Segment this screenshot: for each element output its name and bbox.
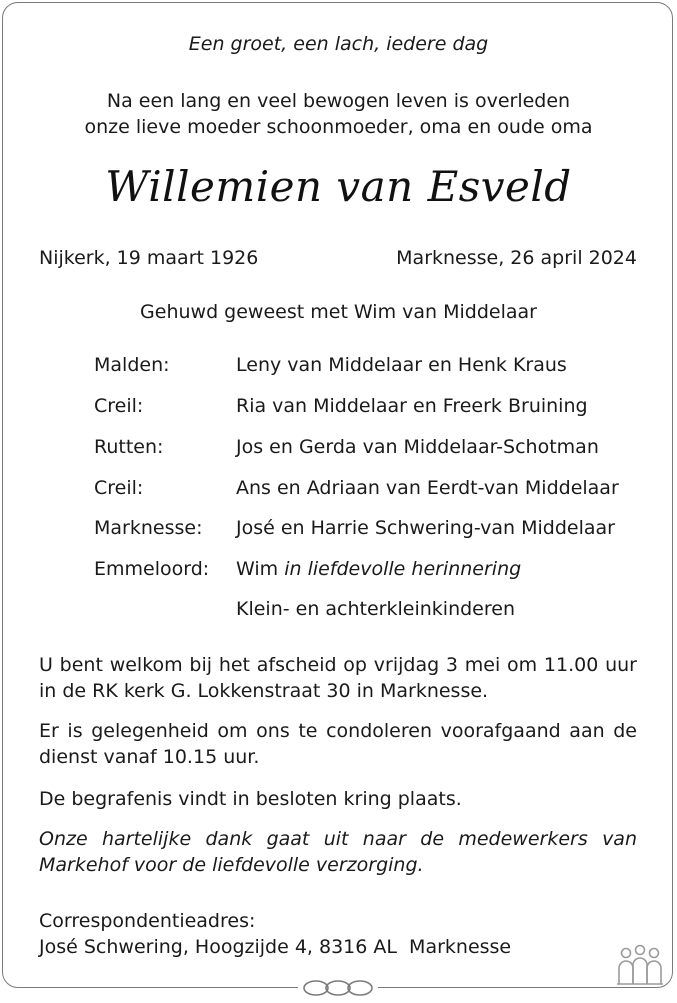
family-names: Ans en Adriaan van Eerdt-van Middelaar [236,477,619,499]
intro-text [0,88,677,140]
family-names: Ria van Middelaar en Freerk Bruining [236,395,588,417]
death-info: Marknesse, 26 april 2024 [396,247,637,269]
deceased-name: Willemien van Esveld [105,162,572,211]
family-names-plain: Wim [236,558,279,580]
family-names-italic: in liefdevolle herinnering [284,558,522,580]
condolence-paragraph: Er is gelegenheid om ons te condoleren voorafgaand aan de dienst vanaf 10.15 uur. [39,720,637,768]
correspondence-block [39,908,511,960]
birth-info: Nijkerk, 19 maart 1926 [39,247,259,269]
correspondence-address: José Schwering, Hoogzijde 4, 8316 AL Marknesse [39,936,512,958]
thanks-paragraph: Onze hartelijke dank gaat uit naar de medewerkers van Markehof voor de liefdevolle verzorging. [39,828,637,876]
family-names: José en Harrie Schwering-van Middelaar [236,517,615,539]
married-line: Gehuwd geweest met Wim van Middelaar [140,301,537,323]
family-place: Creil: [94,477,144,499]
intro-line-1: Na een lang en veel bewogen leven is overleden [106,90,571,112]
infinity-ornament-icon [298,975,378,999]
farewell-paragraph: U bent welkom bij het afscheid op vrijdag 3 mei om 11.00 uur in de RK kerk G. Lokkenstraat 30 in Marknesse. [39,654,637,702]
family-logo-icon [616,944,664,988]
family-place: Creil: [94,395,144,417]
family-names: Klein- en achterkleinkinderen [236,598,515,620]
family-place: Emmeloord: [94,558,210,580]
family-names: Leny van Middelaar en Henk Kraus [236,354,567,376]
motto: Een groet, een lach, iedere dag [188,33,489,55]
family-names [236,558,521,580]
correspondence-label: Correspondentieadres: [39,910,256,932]
family-place: Marknesse: [94,517,203,539]
family-place: Rutten: [94,436,164,458]
intro-line-2: onze lieve moeder schoonmoeder, oma en oude oma [84,116,593,138]
family-names: Jos en Gerda van Middelaar-Schotman [236,436,599,458]
burial-paragraph: De begrafenis vindt in besloten kring plaats. [39,788,462,810]
family-place: Malden: [94,354,170,376]
